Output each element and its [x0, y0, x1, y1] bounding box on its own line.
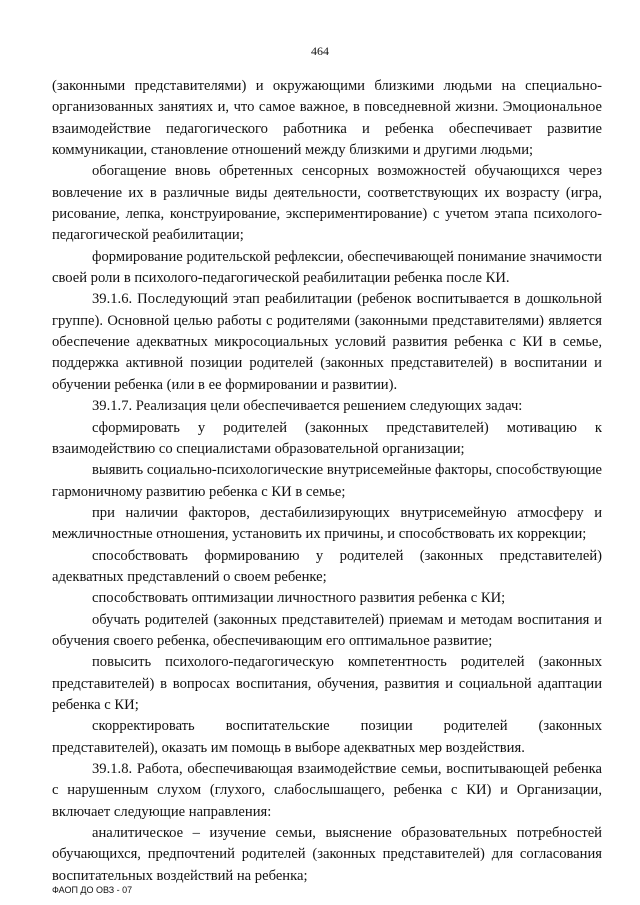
paragraph: при наличии факторов, дестабилизирующих внутрисемейную атмосферу и межличностные отношения, установить их причины, и способствовать их коррекции; — [52, 504, 602, 543]
paragraph: повысить психолого-педагогическую компетентность родителей (законных представителей) в вопросах воспитания, обучения, развития и социальной адаптации ребенка с КИ; — [52, 654, 602, 713]
paragraph: способствовать формированию у родителей (законных представителей) адекватных представлений о своем ребенке; — [52, 547, 602, 585]
paragraph: сформировать у родителей (законных представителей) мотивацию к взаимодействию со специалистами образовательной организации; — [52, 419, 602, 457]
paragraph: скорректировать воспитательские позиции родителей (законных представителей), оказать им помощь в выборе адекватных мер воздействия. — [52, 718, 602, 756]
paragraph: 39.1.7. Реализация цели обеспечивается решением следующих задач: — [92, 398, 523, 415]
paragraph: обучать родителей (законных представителей) приемам и методам воспитания и обучения своего ребенка, обеспечивающим его оптимальное развитие; — [52, 611, 602, 649]
paragraph: (законными представителями) и окружающими близкими людьми на специально-организованных занятиях и, что самое важное, в повседневной жизни. Эмоциональное взаимодействие педагогического работника и ребенка обеспечивает развитие коммуникации, становление отношений между близкими и другими людьми; — [52, 78, 602, 159]
paragraph: обогащение вновь обретенных сенсорных возможностей обучающихся через вовлечение их в различные виды деятельности, соответствующих их возрасту (игра, рисование, лепка, конструирование, экспериментирование) с учетом этапа психолого-педагогической реабилитации; — [52, 163, 602, 244]
paragraph: выявить социально-психологические внутрисемейные факторы, способствующие гармоничному развитию ребенка с КИ в семье; — [52, 462, 602, 500]
paragraph: 39.1.6. Последующий этап реабилитации (ребенок воспитывается в дошкольной группе). Основной целью работы с родителями (законными представителями) является обеспечение адекватных микросоциальных условий развития ребенка с КИ в семье, поддержка активной позиции родителей (законных представителей) в воспитании и обучении ребенка (или в ее формировании и развитии). — [52, 291, 602, 393]
page-number: 464 — [311, 44, 329, 58]
paragraph: 39.1.8. Работа, обеспечивающая взаимодействие семьи, воспитывающей ребенка с нарушенным слухом (глухого, слабослышащего, ребенка с КИ) и Организации, включает следующие направления: — [52, 761, 602, 820]
body-text — [52, 76, 602, 887]
paragraph: формирование родительской рефлексии, обеспечивающей понимание значимости своей роли в психолого-педагогической реабилитации ребенка после КИ. — [52, 248, 602, 287]
paragraph: аналитическое – изучение семьи, выяснение образовательных потребностей обучающихся, предпочтений родителей (законных представителей) для согласования воспитательных воздействий на ребенка; — [52, 825, 602, 884]
footer-code: ФАОП ДО ОВЗ - 07 — [52, 885, 133, 895]
paragraph: способствовать оптимизации личностного развития ребенка с КИ; — [92, 590, 506, 607]
